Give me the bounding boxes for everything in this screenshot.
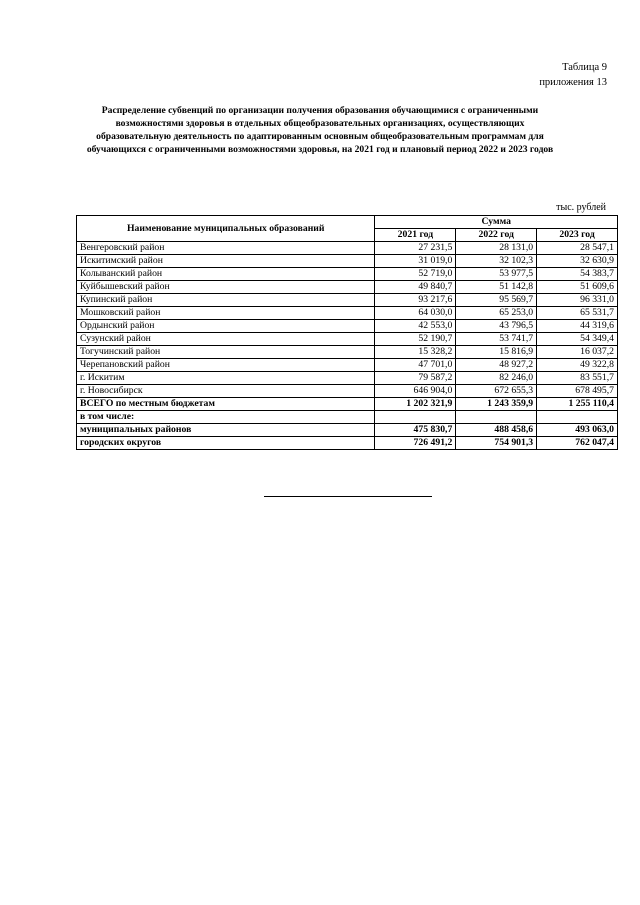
value-2022: 53 977,5 (456, 268, 537, 281)
value-2023: 54 349,4 (537, 333, 618, 346)
empty-cell (375, 411, 456, 424)
total-label: ВСЕГО по местным бюджетам (77, 398, 375, 411)
document-title: Распределение субвенций по организации получения образования обучающимися с ограниченными возможностями здоровья в отдельных общеобразовательных организациях, осуществляющих образовательную деятельность по адаптированным основным общеобразовательным программам для обучающихся с ограниченными возможностями здоровья, на 2021 год и плановый период 2022 и 2023 годов (86, 105, 554, 155)
value-2023: 678 495,7 (537, 385, 618, 398)
value-2022: 51 142,8 (456, 281, 537, 294)
year-header-2022: 2022 год (456, 229, 537, 242)
total-row (77, 398, 618, 411)
empty-cell (456, 411, 537, 424)
table-row (77, 294, 618, 307)
value-2021: 42 553,0 (375, 320, 456, 333)
value-2023: 16 037,2 (537, 346, 618, 359)
value-2021: 52 719,0 (375, 268, 456, 281)
total-2021: 1 202 321,9 (375, 398, 456, 411)
name-column-header: Наименование муниципальных образований (77, 216, 375, 242)
urban-2023: 762 047,4 (537, 437, 618, 450)
value-2022: 48 927,2 (456, 359, 537, 372)
table-row (77, 281, 618, 294)
table-row (77, 255, 618, 268)
value-2021: 93 217,6 (375, 294, 456, 307)
value-2021: 15 328,2 (375, 346, 456, 359)
closing-rule (264, 496, 432, 497)
units-label: тыс. рублей (556, 202, 606, 213)
value-2021: 31 019,0 (375, 255, 456, 268)
value-2021: 49 840,7 (375, 281, 456, 294)
total-2023: 1 255 110,4 (537, 398, 618, 411)
value-2022: 95 569,7 (456, 294, 537, 307)
value-2023: 49 322,8 (537, 359, 618, 372)
table-row (77, 268, 618, 281)
value-2022: 65 253,0 (456, 307, 537, 320)
value-2023: 54 383,7 (537, 268, 618, 281)
value-2021: 79 587,2 (375, 372, 456, 385)
table-row (77, 333, 618, 346)
municipal-row (77, 424, 618, 437)
row-name: Купинский район (77, 294, 375, 307)
row-name: Искитимский район (77, 255, 375, 268)
table-row (77, 242, 618, 255)
urban-2021: 726 491,2 (375, 437, 456, 450)
table-number: Таблица 9 (562, 62, 607, 73)
appendix-label: приложения 13 (539, 77, 607, 88)
value-2023: 83 551,7 (537, 372, 618, 385)
value-2022: 53 741,7 (456, 333, 537, 346)
empty-cell (537, 411, 618, 424)
urban-row (77, 437, 618, 450)
value-2023: 51 609,6 (537, 281, 618, 294)
row-name: г. Искитим (77, 372, 375, 385)
row-name: г. Новосибирск (77, 385, 375, 398)
value-2021: 27 231,5 (375, 242, 456, 255)
table-row (77, 307, 618, 320)
value-2021: 646 904,0 (375, 385, 456, 398)
table-row (77, 385, 618, 398)
value-2022: 15 816,9 (456, 346, 537, 359)
table-row (77, 320, 618, 333)
row-name: Куйбышевский район (77, 281, 375, 294)
row-name: Тогучинский район (77, 346, 375, 359)
municipal-2021: 475 830,7 (375, 424, 456, 437)
value-2022: 28 131,0 (456, 242, 537, 255)
subvention-table (76, 215, 618, 450)
year-header-2023: 2023 год (537, 229, 618, 242)
row-name: Колыванский район (77, 268, 375, 281)
urban-label: городских округов (77, 437, 375, 450)
sum-column-header: Сумма (375, 216, 618, 229)
municipal-label: муниципальных районов (77, 424, 375, 437)
including-row (77, 411, 618, 424)
value-2023: 32 630,9 (537, 255, 618, 268)
value-2023: 65 531,7 (537, 307, 618, 320)
value-2022: 43 796,5 (456, 320, 537, 333)
row-name: Ордынский район (77, 320, 375, 333)
value-2022: 82 246,0 (456, 372, 537, 385)
value-2023: 44 319,6 (537, 320, 618, 333)
year-header-2021: 2021 год (375, 229, 456, 242)
urban-2022: 754 901,3 (456, 437, 537, 450)
value-2022: 32 102,3 (456, 255, 537, 268)
municipal-2022: 488 458,6 (456, 424, 537, 437)
row-name: Венгеровский район (77, 242, 375, 255)
value-2023: 96 331,0 (537, 294, 618, 307)
table-row (77, 359, 618, 372)
table-caption (539, 60, 607, 90)
table-row (77, 372, 618, 385)
row-name: Черепановский район (77, 359, 375, 372)
including-label: в том числе: (77, 411, 375, 424)
value-2021: 47 701,0 (375, 359, 456, 372)
municipal-2023: 493 063,0 (537, 424, 618, 437)
value-2022: 672 655,3 (456, 385, 537, 398)
value-2021: 52 190,7 (375, 333, 456, 346)
value-2021: 64 030,0 (375, 307, 456, 320)
table-row (77, 346, 618, 359)
value-2023: 28 547,1 (537, 242, 618, 255)
total-2022: 1 243 359,9 (456, 398, 537, 411)
row-name: Сузунский район (77, 333, 375, 346)
row-name: Мошковский район (77, 307, 375, 320)
